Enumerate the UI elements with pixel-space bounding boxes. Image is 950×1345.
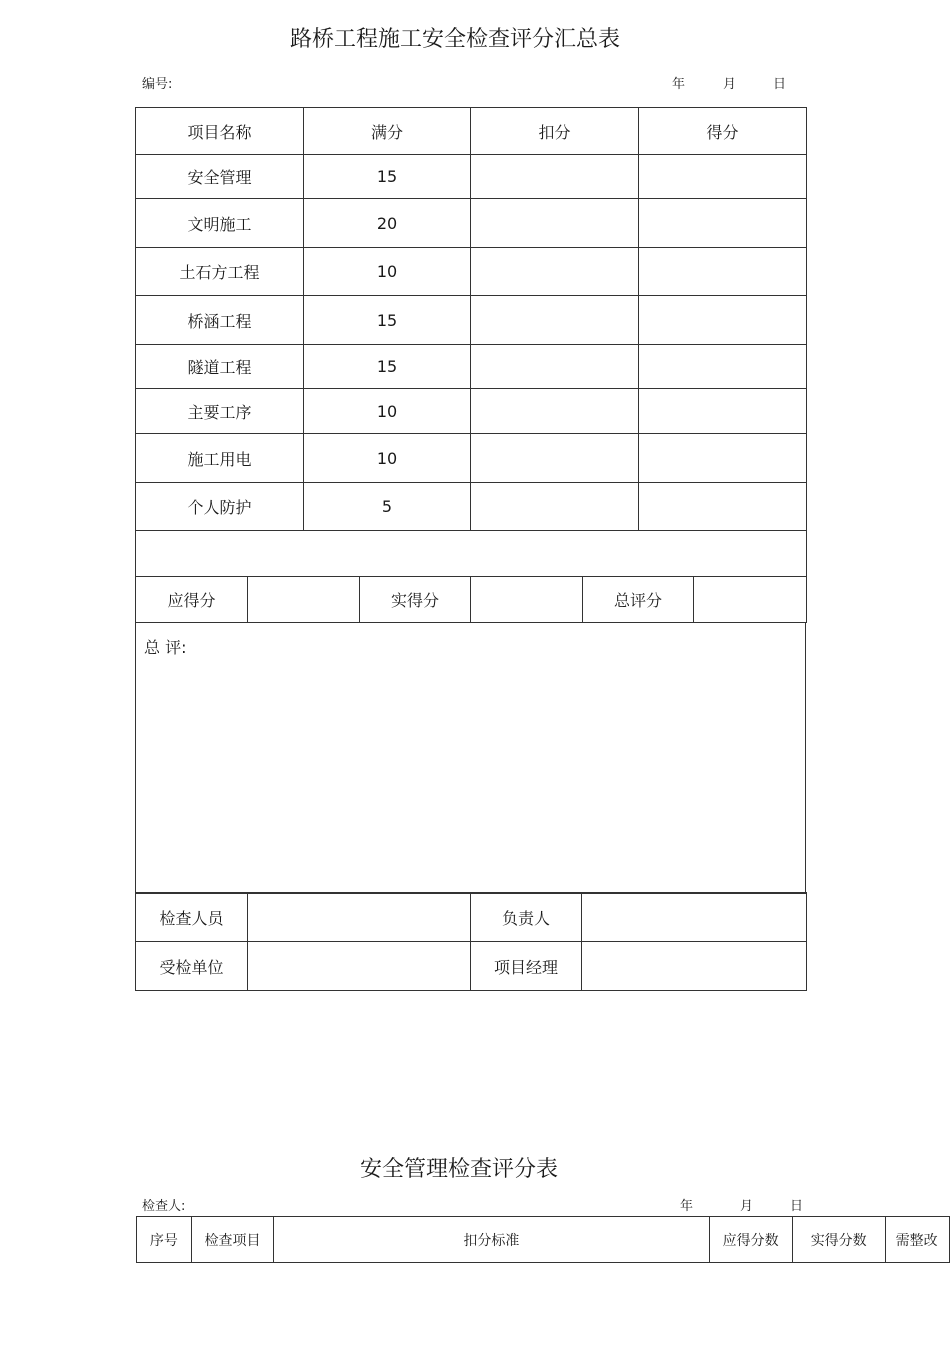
row-deduction-cell[interactable] bbox=[471, 483, 639, 531]
actual-score-label: 实得分 bbox=[360, 577, 471, 623]
actual-score-cell[interactable] bbox=[471, 577, 583, 623]
row-name: 桥涵工程 bbox=[136, 296, 304, 345]
row-score-cell[interactable] bbox=[639, 434, 807, 483]
date-day-label: 日 bbox=[773, 77, 787, 92]
responsible-label: 负责人 bbox=[471, 893, 582, 942]
row-full-score: 10 bbox=[304, 389, 471, 434]
row-deduction-cell[interactable] bbox=[471, 345, 639, 389]
responsible-cell[interactable] bbox=[582, 893, 807, 942]
row-deduction-cell[interactable] bbox=[471, 248, 639, 296]
header-due-score: 应得分数 bbox=[709, 1217, 792, 1263]
totals-table bbox=[135, 576, 807, 623]
comment-label: 总 评: bbox=[144, 638, 187, 657]
table-row bbox=[136, 199, 807, 248]
sign-table bbox=[135, 892, 807, 991]
summary-title: 路桥工程施工安全检查评分汇总表 bbox=[289, 27, 620, 52]
date-day-label: 日 bbox=[790, 1199, 804, 1214]
row-score-cell[interactable] bbox=[639, 155, 807, 199]
header-full-score: 满分 bbox=[304, 108, 471, 155]
table-row bbox=[136, 155, 807, 199]
date-year-label: 年 bbox=[672, 77, 686, 92]
date-month-label: 月 bbox=[723, 77, 737, 92]
comment-table bbox=[135, 622, 806, 894]
safety-score-table bbox=[136, 1216, 950, 1263]
header-check-item: 检查项目 bbox=[191, 1217, 273, 1263]
row-name: 施工用电 bbox=[136, 434, 304, 483]
header-actual-score: 实得分数 bbox=[792, 1217, 885, 1263]
blank-row bbox=[136, 531, 807, 577]
row-name: 主要工序 bbox=[136, 389, 304, 434]
row-score-cell[interactable] bbox=[639, 248, 807, 296]
header-rectification: 需整改 bbox=[885, 1217, 949, 1263]
number-label: 编号: bbox=[142, 77, 173, 92]
header-deduction-standard: 扣分标准 bbox=[274, 1217, 709, 1263]
row-deduction-cell[interactable] bbox=[471, 434, 639, 483]
row-score-cell[interactable] bbox=[639, 199, 807, 248]
totals-row bbox=[136, 577, 807, 623]
sign-row bbox=[136, 893, 807, 942]
header-seq: 序号 bbox=[137, 1217, 192, 1263]
table-header-row bbox=[136, 108, 807, 155]
unit-cell[interactable] bbox=[248, 942, 471, 991]
row-deduction-cell[interactable] bbox=[471, 389, 639, 434]
sign-row bbox=[136, 942, 807, 991]
blank-cell bbox=[136, 531, 807, 577]
row-name: 安全管理 bbox=[136, 155, 304, 199]
overall-score-label: 总评分 bbox=[583, 577, 694, 623]
summary-score-table bbox=[135, 107, 807, 577]
row-score-cell[interactable] bbox=[639, 483, 807, 531]
row-full-score: 10 bbox=[304, 434, 471, 483]
row-full-score: 15 bbox=[304, 296, 471, 345]
table-row bbox=[136, 248, 807, 296]
row-name: 文明施工 bbox=[136, 199, 304, 248]
safety-title: 安全管理检查评分表 bbox=[360, 1157, 559, 1182]
row-full-score: 5 bbox=[304, 483, 471, 531]
row-deduction-cell[interactable] bbox=[471, 199, 639, 248]
due-score-label: 应得分 bbox=[136, 577, 248, 623]
comment-cell[interactable] bbox=[136, 623, 806, 894]
table-row bbox=[136, 483, 807, 531]
row-score-cell[interactable] bbox=[639, 345, 807, 389]
table-row bbox=[136, 296, 807, 345]
row-full-score: 15 bbox=[304, 155, 471, 199]
inspector-label: 检查人: bbox=[142, 1199, 186, 1214]
header-item-name: 项目名称 bbox=[136, 108, 304, 155]
row-deduction-cell[interactable] bbox=[471, 155, 639, 199]
row-deduction-cell[interactable] bbox=[471, 296, 639, 345]
inspector-cell[interactable] bbox=[248, 893, 471, 942]
table-header-row bbox=[137, 1217, 950, 1263]
due-score-cell[interactable] bbox=[248, 577, 360, 623]
row-name: 土石方工程 bbox=[136, 248, 304, 296]
table-row bbox=[136, 345, 807, 389]
header-score: 得分 bbox=[639, 108, 807, 155]
unit-label: 受检单位 bbox=[136, 942, 248, 991]
overall-score-cell[interactable] bbox=[694, 577, 807, 623]
inspector-label: 检查人员 bbox=[136, 893, 248, 942]
table-row bbox=[136, 434, 807, 483]
manager-label: 项目经理 bbox=[471, 942, 582, 991]
manager-cell[interactable] bbox=[582, 942, 807, 991]
header-deduction: 扣分 bbox=[471, 108, 639, 155]
date-year-label: 年 bbox=[680, 1199, 694, 1214]
date-month-label: 月 bbox=[740, 1199, 754, 1214]
row-full-score: 15 bbox=[304, 345, 471, 389]
table-row bbox=[136, 389, 807, 434]
row-score-cell[interactable] bbox=[639, 389, 807, 434]
row-score-cell[interactable] bbox=[639, 296, 807, 345]
row-full-score: 10 bbox=[304, 248, 471, 296]
row-name: 隧道工程 bbox=[136, 345, 304, 389]
row-name: 个人防护 bbox=[136, 483, 304, 531]
row-full-score: 20 bbox=[304, 199, 471, 248]
